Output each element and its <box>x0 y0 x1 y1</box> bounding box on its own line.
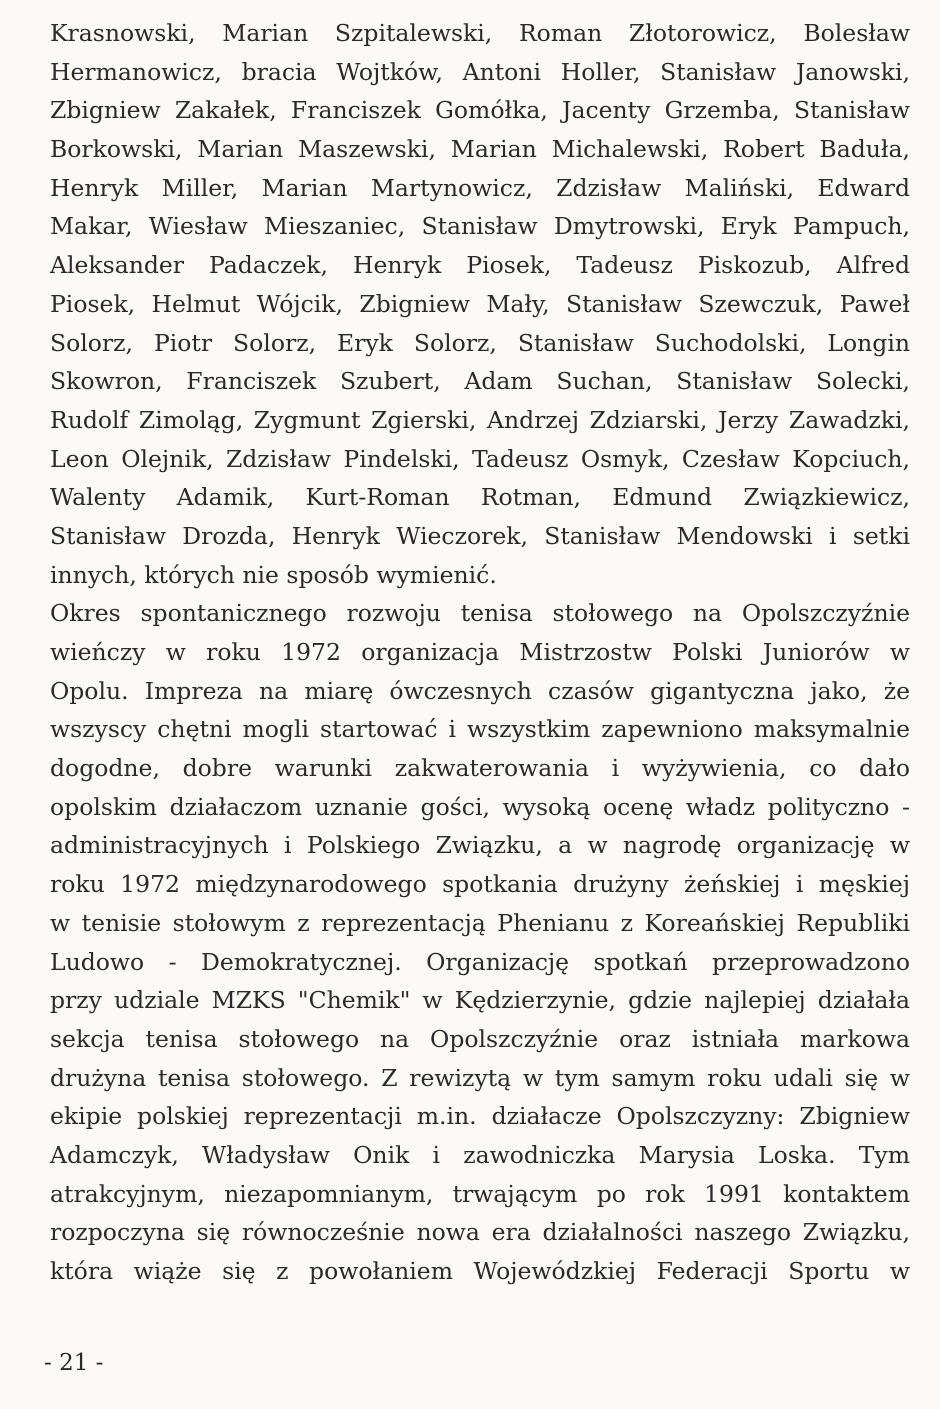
text-line: sekcja tenisa stołowego na Opolszczyźnie oraz istniała markowa <box>50 1024 910 1053</box>
text-line: wieńczy w roku 1972 organizacja Mistrzostw Polski Juniorów w <box>50 638 910 666</box>
text-line: atrakcyjnym, niezapomnianym, trwającym po rok 1991 kontaktem <box>50 1179 910 1208</box>
text-line: Piosek, Helmut Wójcik, Zbigniew Mały, Stanisław Szewczuk, Paweł <box>50 289 910 318</box>
text-line: drużyna tenisa stołowego. Z rewizytą w tym samym roku udali się w <box>50 1063 910 1092</box>
text-line: Skowron, Franciszek Szubert, Adam Suchan, Stanisław Solecki, <box>50 367 910 396</box>
text-line: Aleksander Padaczek, Henryk Piosek, Tadeusz Piskozub, Alfred <box>50 251 910 280</box>
text-line: przy udziale MZKS "Chemik" w Kędzierzynie, gdzie najlepiej działała <box>50 986 910 1015</box>
text-line: opolskim działaczom uznanie gości, wysoką ocenę władz polityczno - <box>50 792 910 821</box>
text-line: innych, których nie sposób wymienić. <box>50 560 497 589</box>
text-line: Solorz, Piotr Solorz, Eryk Solorz, Stanisław Suchodolski, Longin <box>50 328 910 357</box>
body-text <box>50 14 910 1291</box>
text-line: administracyjnych i Polskiego Związku, a w nagrodę organizację w <box>50 831 910 860</box>
page-number: - 21 - <box>44 1350 104 1376</box>
text-line: Stanisław Drozda, Henryk Wieczorek, Stanisław Mendowski i setki <box>50 521 910 550</box>
text-line: Opolu. Impreza na miarę ówczesnych czasów gigantyczna jako, że <box>50 676 910 705</box>
text-line: roku 1972 międzynarodowego spotkania drużyny żeńskiej i męskiej <box>50 870 910 899</box>
text-line: w tenisie stołowym z reprezentacją Phenianu z Koreańskiej Republiki <box>50 908 910 937</box>
text-line: ekipie polskiej reprezentacji m.in. działacze Opolszczyzny: Zbigniew <box>50 1102 910 1131</box>
text-line: Okres spontanicznego rozwoju tenisa stołowego na Opolszczyźnie <box>50 599 910 628</box>
text-line: Adamczyk, Władysław Onik i zawodniczka Marysia Loska. Tym <box>50 1140 910 1169</box>
text-line: Krasnowski, Marian Szpitalewski, Roman Złotorowicz, Bolesław <box>50 19 910 47</box>
text-line: wszyscy chętni mogli startować i wszystkim zapewniono maksymalnie <box>50 715 910 744</box>
text-line: Makar, Wiesław Mieszaniec, Stanisław Dmytrowski, Eryk Pampuch, <box>50 212 910 241</box>
text-line: Rudolf Zimoląg, Zygmunt Zgierski, Andrzej Zdziarski, Jerzy Zawadzki, <box>50 405 910 434</box>
text-line: która wiąże się z powołaniem Wojewódzkiej Federacji Sportu w <box>50 1257 910 1285</box>
text-line: Henryk Miller, Marian Martynowicz, Zdzisław Maliński, Edward <box>50 173 910 202</box>
text-line: Ludowo - Demokratycznej. Organizację spotkań przeprowadzono <box>50 947 910 976</box>
text-line: Leon Olejnik, Zdzisław Pindelski, Tadeusz Osmyk, Czesław Kopciuch, <box>50 444 910 473</box>
text-line: dogodne, dobre warunki zakwaterowania i wyżywienia, co dało <box>50 754 910 783</box>
text-line: rozpoczyna się równocześnie nowa era działalności naszego Związku, <box>50 1218 910 1247</box>
text-line: Hermanowicz, bracia Wojtków, Antoni Holler, Stanisław Janowski, <box>50 57 910 86</box>
text-line: Walenty Adamik, Kurt-Roman Rotman, Edmund Związkiewicz, <box>50 483 910 512</box>
text-line: Zbigniew Zakałek, Franciszek Gomółka, Jacenty Grzemba, Stanisław <box>50 96 910 125</box>
text-line: Borkowski, Marian Maszewski, Marian Michalewski, Robert Baduła, <box>50 135 910 164</box>
